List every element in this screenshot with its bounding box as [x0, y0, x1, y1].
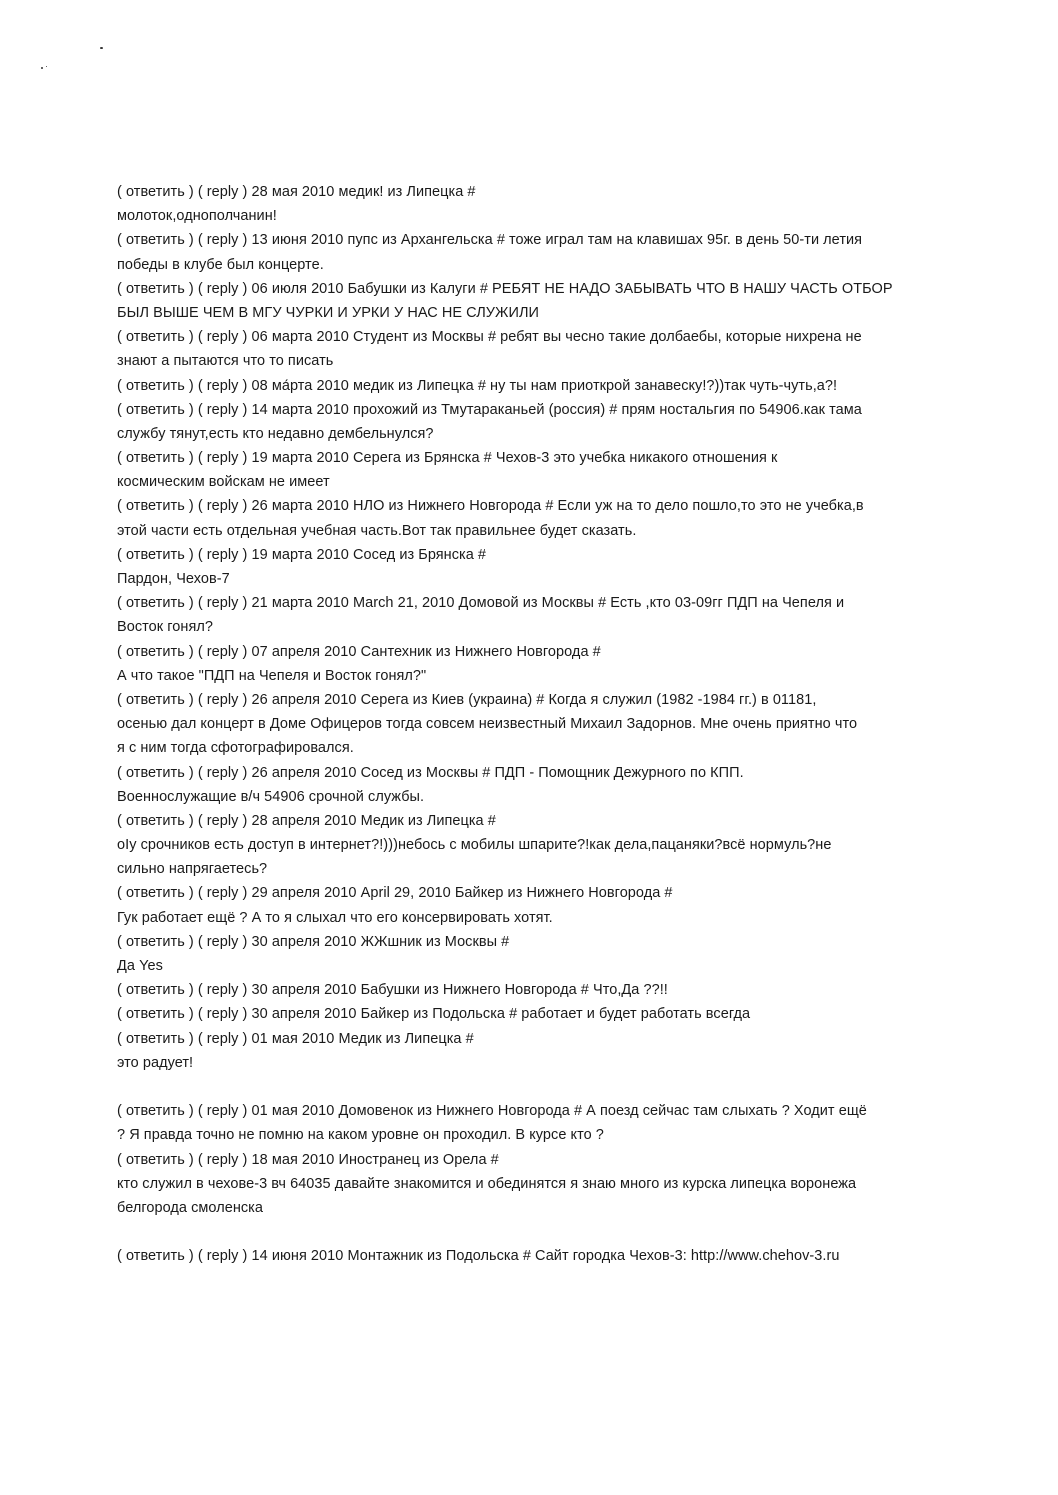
- comment-header-line: ( ответить ) ( reply ) 14 марта 2010 прохожий из Тмутараканьей (россия) # прям ностальгия по 54906.как тама: [117, 401, 862, 418]
- comment-header-line: ( ответить ) ( reply ) 06 марта 2010 Студент из Москвы # ребят вы чесно такие долбаебы, которые нихрена не: [117, 329, 862, 346]
- comment-header-line: ( ответить ) ( reply ) 28 апреля 2010 Медик из Липецка #: [117, 812, 496, 829]
- comment-text-line: это радует!: [117, 1054, 194, 1071]
- comment-header-line: ( ответить ) ( reply ) 07 апреля 2010 Сантехник из Нижнего Новгорода #: [117, 643, 601, 660]
- scan-speck: [46, 66, 47, 67]
- comment-header-line: ( ответить ) ( reply ) 21 марта 2010 March 21, 2010 Домовой из Москвы # Есть ,кто 03-09гг ПДП на Чепеля и: [117, 595, 845, 612]
- comment-header-line: ( ответить ) ( reply ) 01 мая 2010 Домовенок из Нижнего Новгорода # А поезд сейчас там слыхать ? Ходит ещё: [117, 1103, 867, 1120]
- comment-text-line: этой части есть отдельная учебная часть.Вот так правильнее будет сказать.: [117, 522, 637, 539]
- comment-header-line: ( ответить ) ( reply ) 08 ма́рта 2010 медик из Липецка # ну ты нам приоткрой занавеску!?))так чуть-чуть,а?!: [117, 377, 838, 394]
- comment-header-line: ( ответить ) ( reply ) 18 мая 2010 Иностранец из Орела #: [117, 1151, 499, 1168]
- comment-text-line: кто служил в чехове-3 вч 64035 давайте знакомится и обединятся я знаю много из курска липецка воронежа: [117, 1175, 857, 1192]
- comment-text-line: белгорода смоленска: [117, 1199, 264, 1216]
- comment-header-line: ( ответить ) ( reply ) 14 июня 2010 Монтажник из Подольска # Сайт городка Чехов-3: http://www.chehov-3.ru: [117, 1248, 840, 1265]
- scan-speck: [100, 47, 103, 49]
- comment-text-line: БЫЛ ВЫШЕ ЧЕМ В МГУ ЧУРКИ И УРКИ У НАС НЕ СЛУЖИЛИ: [117, 304, 539, 321]
- comment-text-line: Да Yes: [117, 958, 163, 974]
- comment-text-line: знают а пытаются что то писать: [117, 353, 334, 370]
- comment-text-line: осенью дал концерт в Доме Офицеров тогда совсем неизвестный Михаил Задорнов. Мне очень приятно что: [117, 716, 858, 733]
- comment-thread: [117, 180, 937, 1268]
- comment-text-line: Гук работает ещё ? А то я слыхал что его консервировать хотят.: [117, 909, 553, 926]
- comment-header-line: ( ответить ) ( reply ) 30 апреля 2010 Бабушки из Нижнего Новгорода # Что,Да ??!!: [117, 982, 668, 999]
- comment-text-line: ? Я правда точно не помню на каком уровне он проходил. В курсе кто ?: [117, 1127, 604, 1144]
- comment-header-line: ( ответить ) ( reply ) 28 мая 2010 медик! из Липецка #: [117, 184, 476, 200]
- comment-text-line: молоток,однополчанин!: [117, 208, 277, 225]
- blank-line: [117, 1075, 937, 1099]
- comment-header-line: ( ответить ) ( reply ) 29 апреля 2010 April 29, 2010 Байкер из Нижнего Новгорода #: [117, 885, 673, 902]
- comment-header-line: ( ответить ) ( reply ) 30 апреля 2010 ЖЖшник из Москвы #: [117, 933, 510, 950]
- comment-text-line: службу тянут,есть кто недавно дембельнулся?: [117, 425, 434, 442]
- comment-header-line: ( ответить ) ( reply ) 26 апреля 2010 Сосед из Москвы # ПДП - Помощник Дежурного по КПП.: [117, 764, 744, 781]
- comment-text-line: сильно напрягаетесь?: [117, 861, 268, 878]
- comment-header-line: ( ответить ) ( reply ) 19 марта 2010 Сосед из Брянска #: [117, 546, 487, 563]
- comment-text-line: космическим войскам не имеет: [117, 474, 330, 491]
- comment-text-line: победы в клубе был концерте.: [117, 256, 324, 273]
- scan-speck: [41, 67, 43, 69]
- blank-line: [117, 1220, 937, 1244]
- comment-header-line: ( ответить ) ( reply ) 30 апреля 2010 Байкер из Подольска # работает и будет работать всегда: [117, 1006, 751, 1023]
- comment-header-line: ( ответить ) ( reply ) 13 июня 2010 пупс из Архангельска # тоже играл там на клавишах 95г. в день 50-ти летия: [117, 232, 863, 249]
- scan-specks: [38, 44, 108, 74]
- comment-text-line: Военнослужащие в/ч 54906 срочной службы.: [117, 788, 425, 805]
- comment-header-line: ( ответить ) ( reply ) 19 марта 2010 Серега из Брянска # Чехов-3 это учебка никакого отношения к: [117, 450, 778, 467]
- comment-text-line: я с ним тогда сфотографировался.: [117, 740, 354, 757]
- comment-text-line: Восток гонял?: [117, 619, 213, 636]
- comment-header-line: ( ответить ) ( reply ) 26 марта 2010 НЛО из Нижнего Новгорода # Если уж на то дело пошло,то это не учебка,в: [117, 498, 864, 515]
- comment-header-line: ( ответить ) ( reply ) 01 мая 2010 Медик из Липецка #: [117, 1030, 474, 1047]
- comment-text-line: А что такое "ПДП на Чепеля и Восток гонял?": [117, 667, 427, 684]
- comment-header-line: ( ответить ) ( reply ) 06 июля 2010 Бабушки из Калуги # РЕБЯТ НЕ НАДО ЗАБЫВАТЬ ЧТО В НАШУ ЧАСТЬ ОТБОР: [117, 280, 893, 297]
- comment-header-line: ( ответить ) ( reply ) 26 апреля 2010 Серега из Киев (украина) # Когда я служил (1982 -1984 гг.) в 01181,: [117, 691, 817, 708]
- comment-text-line: Пардон, Чехов-7: [117, 571, 230, 587]
- comment-text-line: оIу срочников есть доступ в интернет?!)))небось с мобилы шпарите?!как дела,пацаняки?всё нормуль?не: [117, 837, 832, 854]
